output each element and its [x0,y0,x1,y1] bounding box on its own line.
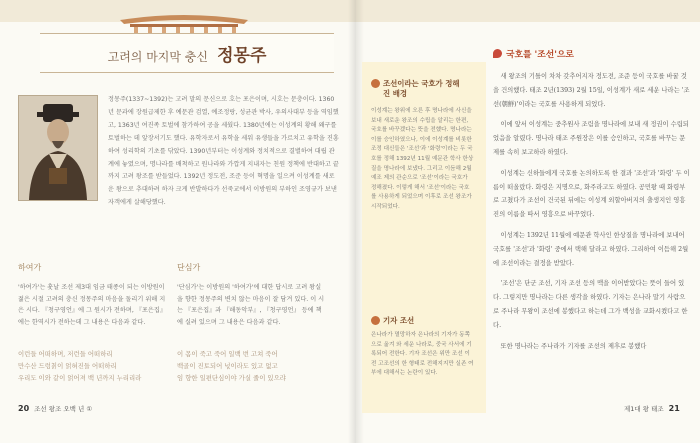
poem-line: 이런들 어떠하며, 저런들 어떠하리 [18,350,113,358]
body-paragraph: 이에 앞서 이성계는 중추원사 조림을 명나라에 보내 새 정권이 수립되었음을 알렸다. 명나라 태조 주원장은 이를 승인하고, 국호를 바꾸는 문제를 속히 보고하라 하였다. [493,121,689,156]
body-paragraph: 이성계는 1392년 11월에 예문관 학사인 한상질을 명나라에 보내어 국호를 '조선'과 '화령' 중에서 택해 달라고 하였다. 그리하여 이듬해 2월에 조선이라는 결정을 받았다. [493,231,689,267]
sidebar-body-1: 이성계는 왕위에 오른 후 명나라에 사신을 보내 새로운 왕조의 수립을 알리는 한편, 국호를 바꾸겠다는 뜻을 전했다. 명나라는 이를 승인하였으나, 이에 이성계를 비롯한 조정 대신들은 '조선'과 '화령'이라는 두 국호를 정해 1392년 11월 예문관 학사 한상질을 명나라에 보냈다. 그리고 이듬해 2월 예조 제의 관순으로 '조선'이라는 국호가 정해졌다. 이렇게 해서 '조선'이라는 국호를 사용하게 되었으며 이후로 조선 왕조가 시작되었다. [371,108,474,210]
note-dansimga-label: 단심가 [177,263,201,272]
left-page-number: 20 [18,404,30,413]
poem-line: 우리도 이와 같이 얽어져 백 년까지 누리리라 [18,374,142,382]
right-top-band [356,0,700,22]
right-page [356,0,700,443]
poem-line: 만수산 드렁칡이 얽혀진들 어떠하리 [18,362,117,370]
section-title-box [40,33,334,73]
right-page-footer [624,404,680,413]
note-hayeoga-body: '하여가'는 훗날 조선 제3대 임금 태종이 되는 이방원이 젊은 시절 고려의 충신 정몽주의 마음을 돌리기 위해 지은 시다. 『청구영언』에 그 원시가 전하며, 『포은집』에는 한역시가 전하는데 그 내용은 다음과 같다. [18,284,166,326]
title-name: 정몽주 [217,46,267,66]
left-gutter-shadow [348,0,356,443]
main-heading [493,43,574,62]
portrait-image [18,95,98,201]
main-body-text [493,70,691,360]
sidebar-heading-1 [371,79,479,99]
note-dansimga [177,262,325,328]
bullet-circle-icon [371,316,380,325]
bullet-circle-icon [371,79,380,88]
poem-dansimga [177,348,325,394]
sidebar-body-2: 은나라가 멸망하자 은나라의 기자가 동쪽으로 옮겨 와 세운 나라로, 중국 사서에 기록되어 전한다. 기자 조선은 위만 조선 이전 고조선의 한 형태로 전해지지만 실존 여부에 대해서는 논란이 있다. [371,332,474,377]
poem-hayeoga [18,348,166,394]
poem-line: 임 향한 일편단심이야 가실 줄이 있으랴 [177,374,286,382]
left-page-footer [18,404,92,413]
heading-marker-icon [493,49,502,58]
left-running-title: 조선 왕조 오백 년 ① [34,405,93,413]
body-paragraph: 새 왕조의 기틀이 차차 갖추어지자 정도전, 조준 등이 국호를 바꿀 것을 건의했다. 태조 2년(1393) 2월 15일, 이성계가 새로 세운 나라는 '조선(朝鮮)'이라는 국호를 사용하게 되었다. [493,73,690,108]
note-hayeoga-label: 하여가 [18,263,42,272]
right-page-number: 21 [668,404,680,413]
poem-line: 이 몸이 죽고 죽어 일백 번 고쳐 죽어 [177,350,278,358]
main-heading-text: 국호를 '조선'으로 [506,50,574,60]
body-paragraph: '조선'은 단군 조선, 기자 조선 등의 맥을 이어받았다는 뜻이 들어 있다. 그렇지만 명나라는 다른 생각을 하였다. 기자는 은나라 말기 사람으로 주나라 무왕이 조선에 봉했다고 하는데 그가 백성을 교화시켰다고 한다. [493,280,688,329]
title-subtitle: 고려의 마지막 충신 [107,50,208,64]
right-running-title: 제1대 왕 태조 [624,405,664,413]
body-paragraph: 이성계는 신하들에게 국호를 논의하도록 한 결과 '조선'과 '화령' 두 이름이 떠올랐다. 화령은 지명으로, 화주라고도 하였다. 공민왕 때 화령부로 고쳤다가 조선이 건국된 뒤에는 이성계 외할아버지의 출생지인 영흥진의 이름을 따서 영흥으로 바꾸었다. [493,169,690,219]
poem-line: 백골이 진토되어 넋이라도 있고 없고 [177,362,278,370]
body-paragraph: 또한 명나라는 주나라가 기자를 조선의 제후로 봉했다 [500,342,647,350]
section-title [40,41,334,66]
biography-text: 정몽주(1337~1392)는 고려 말의 문신으로 호는 포은이며, 시호는 문충이다. 1360년 문과에 장원급제한 후 예문관 검열, 예조정랑, 성균관 박사, 우의사대부 등을 역임했고, 1363년 여진족 토벌에 참가하여 공을 세웠다. 1380년에는 이성계의 황해 왜구를 토벌하는 데 앞장서기도 했다. 유학자로서 유학을 세워 유생들을 가르치고 유학을 진흥하여 성리학의 기초를 닦았다. 1390년부터는 이성계와 정치적으로 결별하여 대립 관계에 놓였으며, 명나라를 배척하고 원나라와 가깝게 지내자는 친원 정책에 반대하고 끝까지 고려 왕조를 받들었다. 1392년 정도전, 조준 등이 혁명을 일으켜 이성계를 새로운 왕으로 추대하려 하자 크게 반발하다가 선죽교에서 이방원의 부하인 조영규가 보낸 자객에게 살해당했다. [108,96,339,207]
sidebar-heading-1-text: 조선이라는 국호가 정해진 배경 [383,79,460,98]
note-hayeoga [18,262,166,328]
sidebar-heading-2-text: 기자 조선 [383,316,415,325]
note-dansimga-body: '단심가'는 이방원의 '하여가'에 대한 답시로 고려 왕실을 향한 정몽주의 변치 않는 마음이 잘 담겨 있다. 이 시는 『포은집』과 『해동악부』, 『청구영언』 등에 책에 실려 있으며 그 내용은 다음과 같다. [177,284,325,326]
